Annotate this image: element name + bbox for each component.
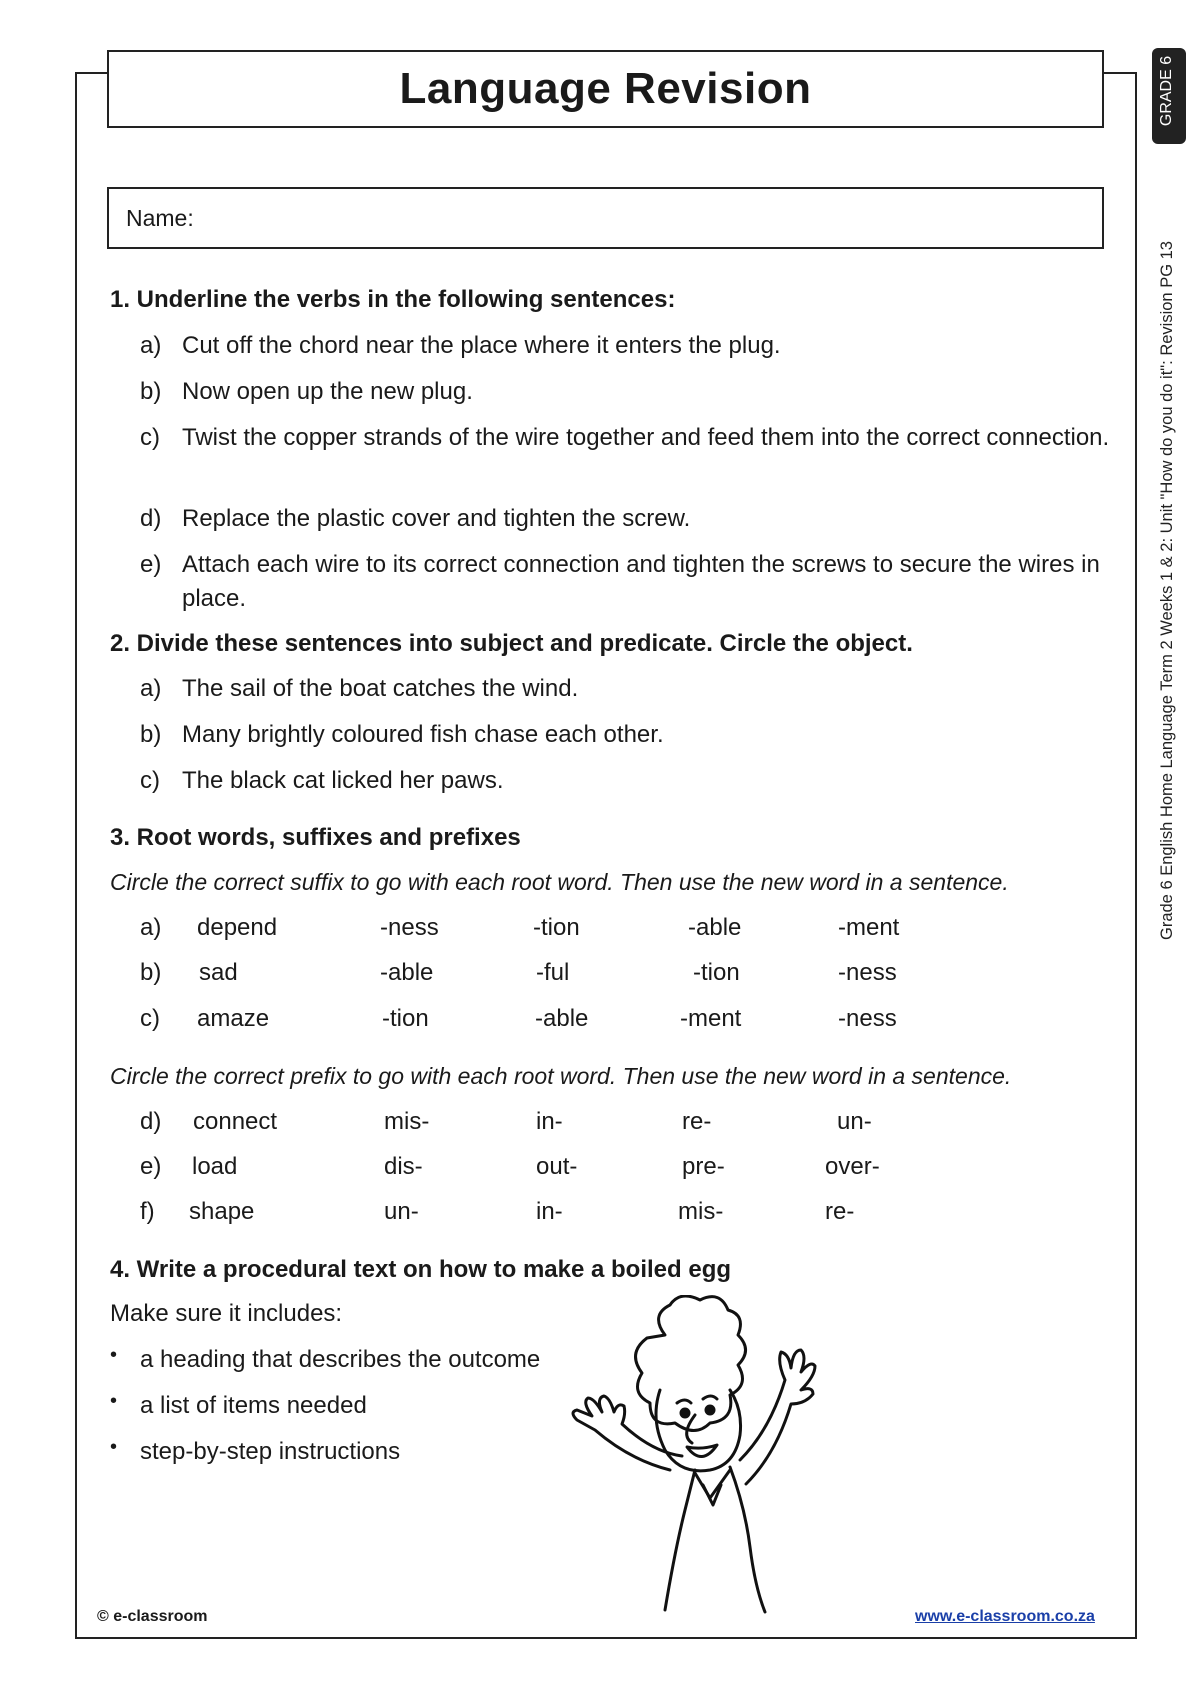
bullet-dot-icon: • <box>110 1390 118 1412</box>
item-text: Replace the plastic cover and tighten the screw. <box>182 505 691 532</box>
root-word: amaze <box>197 1005 270 1032</box>
suffix-row <box>140 959 940 993</box>
prefix-row <box>140 1198 940 1232</box>
root-word: sad <box>199 959 238 986</box>
bullet-text: a heading that describes the outcome <box>140 1346 541 1373</box>
root-word: connect <box>193 1108 278 1135</box>
footer-copyright: © e-classroom <box>97 1608 208 1625</box>
suffix-option[interactable]: -able <box>688 914 742 941</box>
section4-intro <box>110 1297 342 1331</box>
row-letter: d) <box>140 1108 162 1135</box>
root-word: depend <box>197 914 278 941</box>
prefix-option[interactable]: pre- <box>682 1153 725 1180</box>
row-letter: a) <box>140 914 162 941</box>
suffix-option[interactable]: -ness <box>838 1005 897 1032</box>
item-text: Many brightly coloured fish chase each other. <box>182 721 664 748</box>
prefix-option[interactable]: in- <box>536 1108 563 1135</box>
side-caption: Grade 6 English Home Language Term 2 Weeks 1 & 2: Unit "How do you do it": Revision PG 13 <box>1158 241 1176 940</box>
row-letter: e) <box>140 1153 162 1180</box>
item-letter: c) <box>140 424 160 451</box>
section1-heading: 1. Underline the verbs in the following sentences: <box>110 286 676 313</box>
section4-heading: 4. Write a procedural text on how to make a boiled egg <box>110 1256 732 1283</box>
suffix-option[interactable]: -ment <box>680 1005 742 1032</box>
prefix-option[interactable]: un- <box>384 1198 419 1225</box>
prefix-option[interactable]: mis- <box>384 1108 430 1135</box>
bullet-text: a list of items needed <box>140 1392 367 1419</box>
suffix-option[interactable]: -tion <box>382 1005 429 1032</box>
suffix-option[interactable]: -tion <box>693 959 740 986</box>
name-label: Name: <box>126 204 194 231</box>
item-text: The black cat licked her paws. <box>182 767 504 794</box>
prefix-row <box>140 1153 940 1187</box>
item-letter: e) <box>140 551 162 578</box>
suffix-option[interactable]: -able <box>380 959 434 986</box>
prefix-option[interactable]: over- <box>825 1153 880 1180</box>
intro-text: Make sure it includes: <box>110 1300 343 1327</box>
suffix-row <box>140 914 940 948</box>
root-word: shape <box>189 1198 255 1225</box>
item-text: Twist the copper strands of the wire together and feed them into the correct connection. <box>182 424 1110 451</box>
grade-tab-label: GRADE 6 <box>1158 55 1175 127</box>
prefix-option[interactable]: in- <box>536 1198 563 1225</box>
page-title: Language Revision <box>107 50 1104 128</box>
prefix-row <box>140 1108 940 1142</box>
name-field[interactable] <box>107 187 1104 249</box>
section3-heading: 3. Root words, suffixes and prefixes <box>110 824 521 851</box>
root-word: load <box>192 1153 238 1180</box>
item-letter: d) <box>140 505 162 532</box>
item-letter: a) <box>140 332 162 359</box>
item-text: Attach each wire to its correct connection and tighten the screws to secure the wires in place. <box>182 551 1100 612</box>
suffix-instruction: Circle the correct suffix to go with each root word. Then use the new word in a sentence. <box>110 869 1009 895</box>
prefix-option[interactable]: un- <box>837 1108 872 1135</box>
prefix-instruction: Circle the correct prefix to go with each root word. Then use the new word in a sentence. <box>110 1063 1012 1089</box>
suffix-option[interactable]: -able <box>535 1005 589 1032</box>
suffix-option[interactable]: -ness <box>380 914 439 941</box>
row-letter: c) <box>140 1005 160 1032</box>
section2-heading: 2. Divide these sentences into subject and predicate. Circle the object. <box>110 630 913 657</box>
item-letter: b) <box>140 378 162 405</box>
bullet-text: step-by-step instructions <box>140 1438 401 1465</box>
prefix-option[interactable]: mis- <box>678 1198 724 1225</box>
prefix-option[interactable]: re- <box>825 1198 855 1225</box>
bullet-dot-icon: • <box>110 1344 118 1366</box>
row-letter: f) <box>140 1198 155 1225</box>
footer-website-link[interactable]: www.e-classroom.co.za <box>915 1608 1095 1625</box>
item-letter: a) <box>140 675 162 702</box>
row-letter: b) <box>140 959 162 986</box>
suffix-option[interactable]: -ness <box>838 959 897 986</box>
suffix-option[interactable]: -tion <box>533 914 580 941</box>
prefix-option[interactable]: dis- <box>384 1153 423 1180</box>
item-text: The sail of the boat catches the wind. <box>182 675 579 702</box>
item-letter: b) <box>140 721 162 748</box>
bullet-dot-icon: • <box>110 1436 118 1458</box>
item-letter: c) <box>140 767 160 794</box>
suffix-option[interactable]: -ful <box>536 959 570 986</box>
item-text: Now open up the new plug. <box>182 378 473 405</box>
suffix-row <box>140 1005 940 1039</box>
prefix-option[interactable]: re- <box>682 1108 712 1135</box>
suffix-option[interactable]: -ment <box>838 914 900 941</box>
item-text: Cut off the chord near the place where it enters the plug. <box>182 332 781 359</box>
cheering-child-illustration <box>545 1295 865 1615</box>
prefix-option[interactable]: out- <box>536 1153 578 1180</box>
